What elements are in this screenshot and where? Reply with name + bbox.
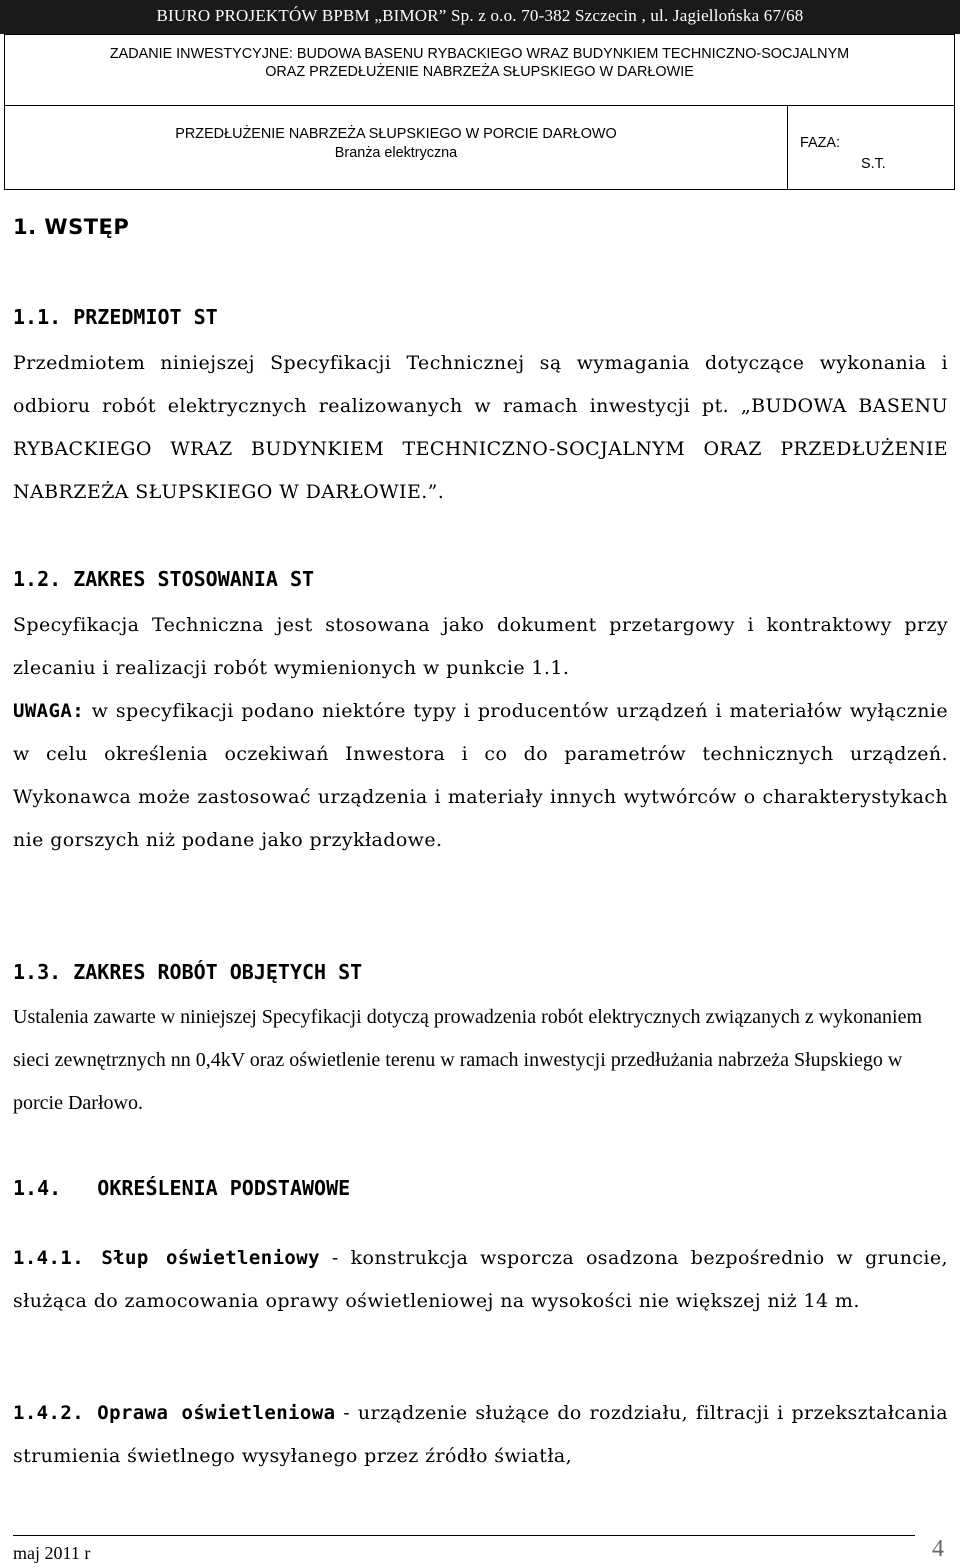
uwaga-text: w specyfikacji podano niektóre typy i producentów urządzeń i materiałów wyłącznie w celu określenia oczekiwań Inwestora i co do parametrów technicznych urządzeń. Wykonawca może zastosować urządzenia i materiały innych wytwórców o charakterystykach nie gorszych niż podane jako przykładowe. [13,700,948,851]
company-header: BIURO PROJEKTÓW BPBM „BIMOR” Sp. z o.o. 70-382 Szczecin , ul. Jagiellońska 67/68 [0,0,960,34]
section-heading-1: 1. WSTĘP [13,215,130,239]
section-1-3-title: 1.3. ZAKRES ROBÓT OBJĘTYCH ST [13,960,363,984]
section-1-1-text: Przedmiotem niniejszej Specyfikacji Technicznej są wymagania dotyczące wykonania i odbioru robót elektrycznych realizowanych w ramach inwestycji pt. „BUDOWA BASENU RYBACKIEGO WRAZ BUDYNKIEM TECHNICZNO-SOCJALNYM ORAZ PRZEDŁUŻENIE NABRZEŻA SŁUPSKIEGO W DARŁOWIE.”. [13,352,948,503]
definition-1-4-1-label: 1.4.1. Słup oświetleniowy [13,1247,320,1269]
task-line-1: ZADANIE INWESTYCYJNE: BUDOWA BASENU RYBACKIEGO WRAZ BUDYNKIEM TECHNICZNO-SOCJALNYM [109,46,850,62]
project-box [4,105,955,190]
project-cell [5,106,788,189]
task-box [4,34,955,106]
definition-1-4-1 [13,1237,948,1323]
footer-date: maj 2011 r [13,1543,91,1563]
section-1-4-number: 1.4. [13,1176,62,1200]
section-1-2-text: Specyfikacja Techniczna jest stosowana jako dokument przetargowy i kontraktowy przy zlecaniu i realizacji robót wymienionych w punkcie 1.1. [13,614,948,679]
task-line-2: ORAZ PRZEDŁUŻENIE NABRZEŻA SŁUPSKIEGO W DARŁOWIE [265,64,694,80]
definition-1-4-1-text: - konstrukcja wsporcza osadzona bezpośrednio w gruncie, służąca do zamocowania oprawy oświetleniowej na wysokości nie większej niż 14 m. [13,1247,948,1312]
section-1-2-title: 1.2. ZAKRES STOSOWANIA ST [13,567,315,591]
page-number: 4 [932,1536,944,1562]
section-1-4-title [13,1176,350,1200]
phase-value: S.T. [861,156,886,172]
project-title: PRZEDŁUŻENIE NABRZEŻA SŁUPSKIEGO W PORCIE DARŁOWO [175,126,617,142]
uwaga-paragraph [13,690,948,862]
definition-1-4-2-text: - urządzenie służące do rozdziału, filtracji i przekształcania strumienia świetlnego wysyłanego przez źródło światła, [13,1402,948,1467]
section-1-1-title: 1.1. PRZEDMIOT ST [13,305,218,329]
phase-label: FAZA: [800,135,840,151]
definition-1-4-2-label: 1.4.2. Oprawa oświetleniowa [13,1402,336,1424]
section-1-4-label: OKREŚLENIA PODSTAWOWE [97,1176,351,1200]
uwaga-label: UWAGA: [13,700,85,722]
footer-divider [13,1535,915,1536]
section-1-3-text: Ustalenia zawarte w niniejszej Specyfikacji dotyczą prowadzenia robót elektrycznych związanych z wykonaniem sieci zewnętrznych nn 0,4kV oraz oświetlenie terenu w ramach inwestycji przedłużania nabrzeża Słupskiego w porcie Darłowo. [13,1006,923,1114]
project-branch: Branża elektryczna [334,145,458,161]
definition-1-4-2 [13,1392,948,1478]
